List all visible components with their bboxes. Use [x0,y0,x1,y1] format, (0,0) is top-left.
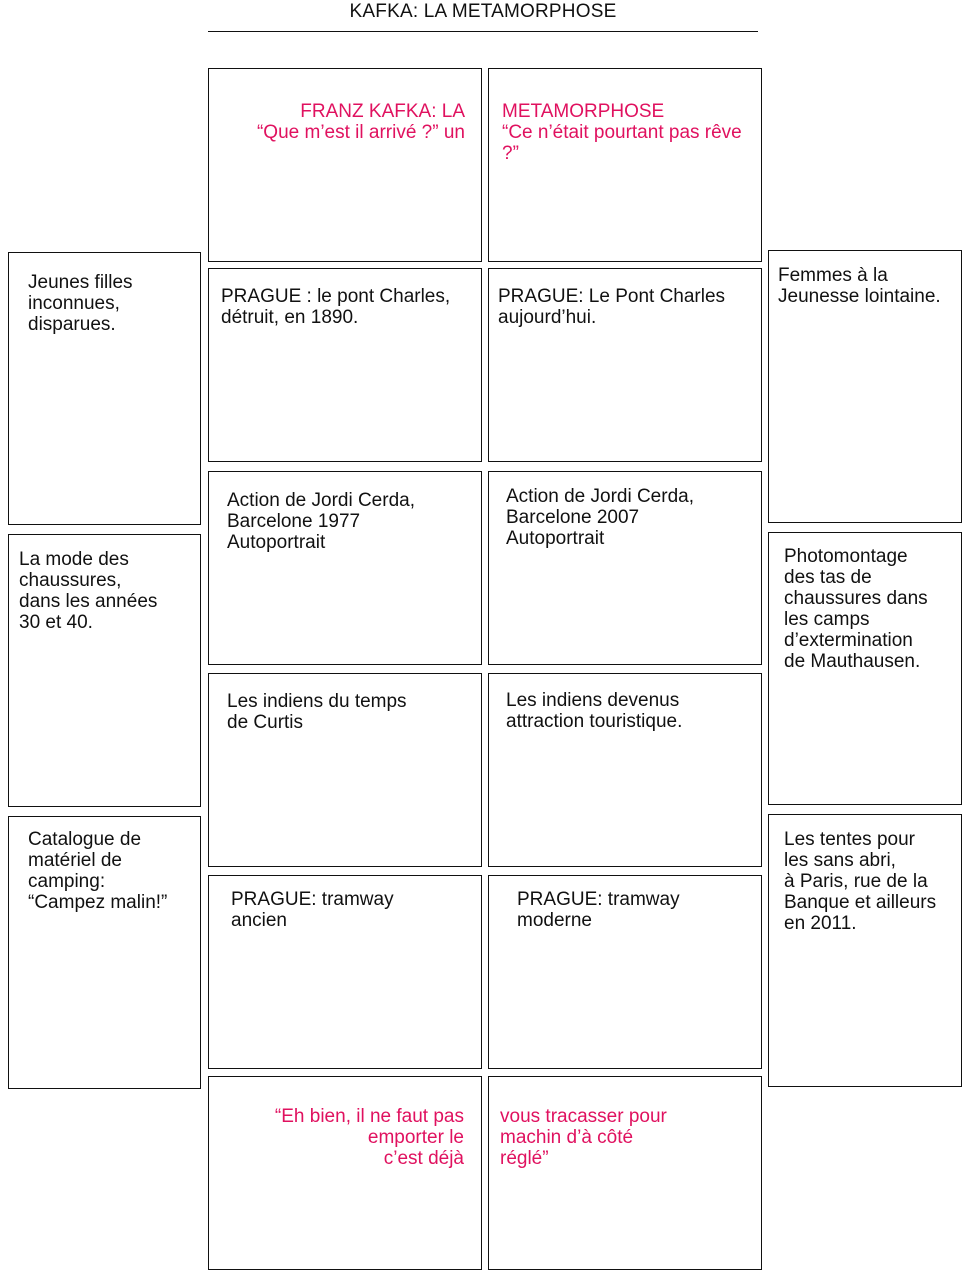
center-right-indiens-touristique-box [488,673,762,867]
quote-bottom-right-text: vous tracasser pour machin d’à côté réglé” [500,1106,667,1169]
center-left-cerda-1977-box [208,471,482,665]
side-left-mode-chaussures-text: La mode des chaussures, dans les années 30 et 40. [19,549,158,633]
center-right-cerda-2007-box [488,471,762,665]
side-right-femmes-text: Femmes à la Jeunesse lointaine. [778,265,941,307]
side-left-catalogue-text: Catalogue de matériel de camping: “Campez malin!” [28,829,168,913]
center-left-indiens-curtis-box [208,673,482,867]
quote-bottom-right-box [488,1076,762,1270]
side-right-photomontage-text: Photomontage des tas de chaussures dans les camps d’extermination de Mauthausen. [784,546,928,672]
center-right-cerda-2007-text: Action de Jordi Cerda, Barcelone 2007 Autoportrait [506,486,694,549]
quote-top-left-text: FRANZ KAFKA: LA “Que m’est il arrivé ?” un [256,101,465,143]
side-right-tentes-box [768,814,962,1087]
quote-bottom-left-box [208,1076,482,1270]
center-right-indiens-touristique-text: Les indiens devenus attraction touristique. [506,690,683,732]
center-left-tramway-ancien-box [208,875,482,1069]
side-left-mode-chaussures-box [8,534,201,807]
side-left-catalogue-box [8,816,201,1089]
center-left-cerda-1977-text: Action de Jordi Cerda, Barcelone 1977 Autoportrait [227,490,415,553]
side-right-photomontage-box [768,532,962,805]
quote-top-right-box [488,68,762,262]
quote-top-right-text: METAMORPHOSE “Ce n’était pourtant pas rêve ?” [502,101,742,164]
side-right-tentes-text: Les tentes pour les sans abri, à Paris, rue de la Banque et ailleurs en 2011. [784,829,937,934]
title-underline [208,31,758,32]
center-right-tramway-moderne-text: PRAGUE: tramway moderne [517,889,680,931]
side-left-jeunes-filles-box [8,252,201,525]
center-left-prague-bridge-text: PRAGUE : le pont Charles, détruit, en 1890. [221,286,451,328]
side-left-jeunes-filles-text: Jeunes filles inconnues, disparues. [28,272,133,335]
side-right-femmes-box [768,250,962,523]
page-title: KAFKA: LA METAMORPHOSE [349,1,617,22]
center-left-tramway-ancien-text: PRAGUE: tramway ancien [231,889,394,931]
center-right-tramway-moderne-box [488,875,762,1069]
quote-bottom-left-text: “Eh bien, il ne faut pas emporter le c’est déjà [274,1106,464,1169]
quote-top-left-box [208,68,482,262]
center-left-prague-bridge-box [208,268,482,462]
center-right-prague-bridge-text: PRAGUE: Le Pont Charles aujourd’hui. [498,286,726,328]
center-left-indiens-curtis-text: Les indiens du temps de Curtis [227,691,407,733]
center-right-prague-bridge-box [488,268,762,462]
